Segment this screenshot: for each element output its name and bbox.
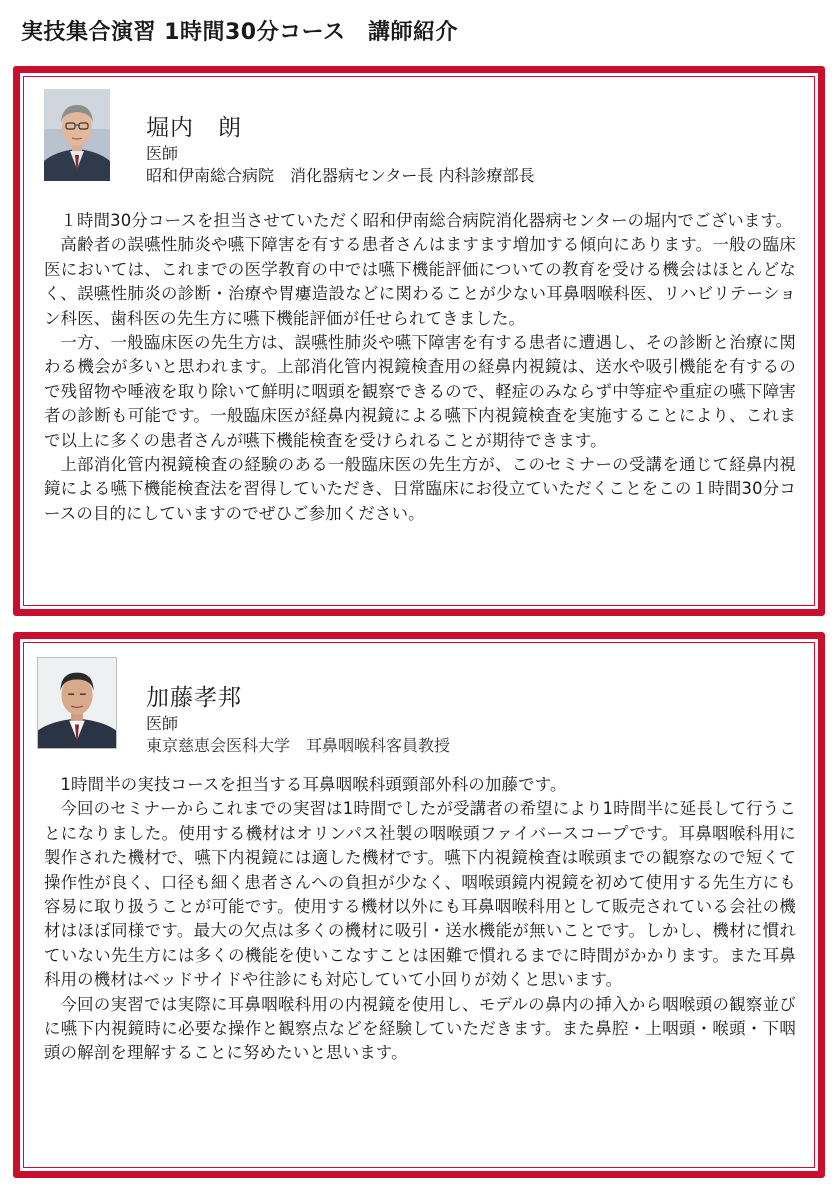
message-paragraph: 今回の実習では実際に耳鼻咽喉科用の内視鏡を使用し、モデルの鼻内の挿入から咽喉頭の観察並びに嚥下内視鏡時に必要な操作と観察点などを経験していただきます。また鼻腔・上咽頭・喉頭・下咽頭の解剖を理解することに努めたいと思います。 <box>44 994 796 1063</box>
instructor-name: 加藤孝邦 <box>146 685 242 711</box>
message-paragraph: 1時間半の実技コースを担当する耳鼻咽喉科頭頸部外科の加藤です。 <box>60 775 567 794</box>
instructor-header <box>146 113 534 187</box>
message-paragraph: 上部消化管内視鏡検査の経験のある一般臨床医の先生方が、このセミナーの受講を通じて経鼻内視鏡による嚥下機能検査法を習得していただき、日常臨床にお役立ていただくことをこの１時間30分コースの目的にしていますのでぜひご参加ください。 <box>44 455 796 523</box>
instructor-role: 医師 <box>146 714 179 733</box>
instructor-message <box>44 209 796 526</box>
message-paragraph: 高齢者の誤嚥性肺炎や嚥下障害を有する患者さんはますます増加する傾向にあります。一般の臨床医においては、これまでの医学教育の中では嚥下機能評価についての教育を受ける機会はほとんどなく、誤嚥性肺炎の診断・治療や胃瘻造設などに関わることが少ない耳鼻咽喉科医、リハビリテーション科医、歯科医の先生方に嚥下機能評価が任せられてきました。 <box>44 235 796 328</box>
instructor-affiliation: 昭和伊南総合病院 消化器病センター長 内科診療部長 <box>146 166 535 185</box>
instructor-header <box>146 683 450 757</box>
instructor-affiliation: 東京慈恵会医科大学 耳鼻咽喉科客員教授 <box>146 736 451 755</box>
portrait-photo-icon <box>44 89 110 181</box>
message-paragraph: 今回のセミナーからこれまでの実習は1時間でしたが受講者の希望により1時間半に延長して行うことになりました。使用する機材はオリンパス社製の咽喉頭ファイバースコープです。耳鼻咽喉科用に製作された機材で、嚥下内視鏡には適した機材です。嚥下内視鏡検査は喉頭までの観察なので短くて操作性が良く、口径も細く患者さんへの負担が少なく、咽喉頭鏡内視鏡を初めて使用する先生方にも容易に取り扱うことが可能です。使用する機材以外にも耳鼻咽喉科用として販売されている会社の機材はほぼ同様です。最大の欠点は多くの機材に吸引・送水機能が無いことです。しかし、機材に慣れていない先生方には多くの機能を使いこなすことは困難で慣れるまでに時間がかかります。また耳鼻科用の機材はベッドサイドや往診にも対応していて小回りが効くと思います。 <box>44 799 796 990</box>
message-paragraph: １時間30分コースを担当させていただく昭和伊南総合病院消化器病センターの堀内でございます。 <box>60 211 793 230</box>
portrait-photo-icon <box>38 658 116 748</box>
instructor-message <box>44 773 796 1066</box>
instructor-role: 医師 <box>146 144 179 163</box>
instructor-photo <box>44 89 110 181</box>
instructor-card-horiuchi <box>13 66 825 616</box>
instructor-photo <box>37 657 117 749</box>
instructor-card-kato <box>13 632 825 1178</box>
page-title: 実技集合演習 1時間30分コース 講師紹介 <box>21 20 458 45</box>
message-paragraph: 一方、一般臨床医の先生方は、誤嚥性肺炎や嚥下障害を有する患者に遭遇し、その診断と治療に関わる機会が多いと思われます。上部消化管内視鏡検査用の経鼻内視鏡は、送水や吸引機能を有するので残留物や唾液を取り除いて鮮明に咽頭を観察できるので、軽症のみならず中等症や重症の嚥下障害者の診断も可能です。一般臨床医が経鼻内視鏡による嚥下内視鏡検査を実施することにより、これまで以上に多くの患者さんが嚥下機能検査を受けられることが期待できます。 <box>44 333 796 450</box>
instructor-name: 堀内 朗 <box>146 115 242 141</box>
